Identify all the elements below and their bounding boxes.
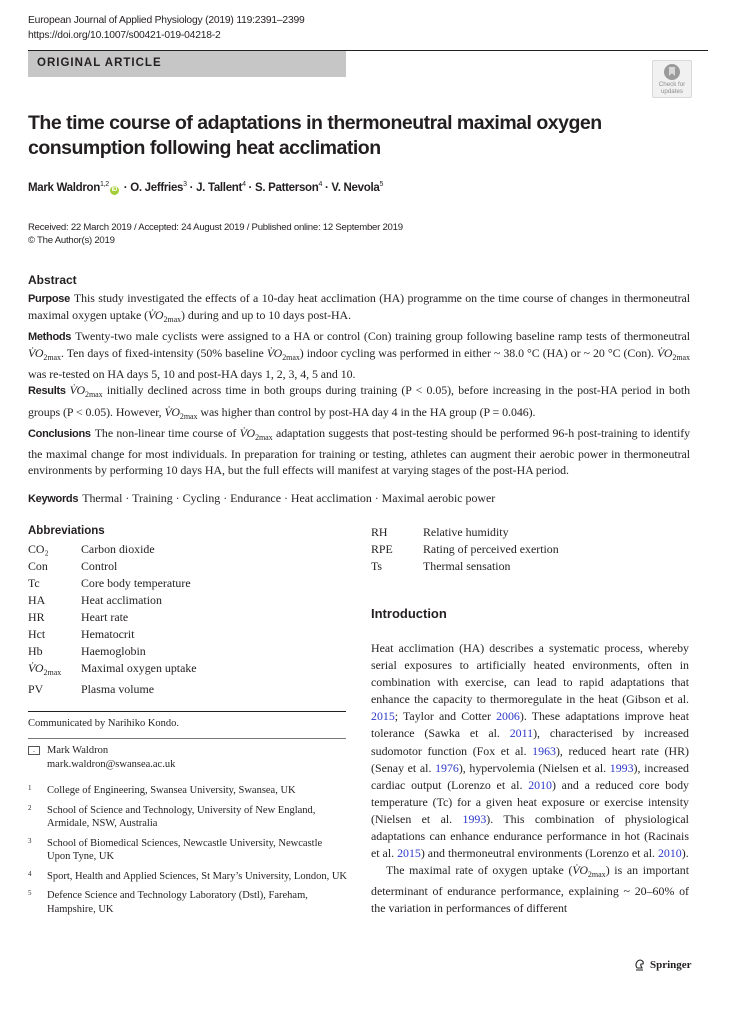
abstract-heading: Abstract	[28, 273, 77, 287]
abbreviation-row	[28, 681, 197, 698]
abbreviation-key	[28, 660, 81, 681]
dates-line: Received: 22 March 2019 / Accepted: 24 August 2019 / Published online: 12 September 2019	[28, 222, 403, 233]
abbreviation-value: Relative humidity	[423, 525, 509, 539]
corresponding-author	[47, 744, 175, 771]
abbreviation-row	[28, 575, 197, 592]
publisher-name: Springer	[650, 959, 692, 971]
orcid-icon[interactable]: iD	[111, 187, 118, 193]
abstract-purpose	[28, 290, 690, 328]
author-list	[28, 181, 383, 195]
abbreviation-row	[28, 660, 197, 681]
subscript: 2max	[255, 432, 273, 442]
abbreviations-list	[371, 524, 559, 575]
text: ) and a reduced core body temperature (Tc) for a given heat exposure or exercise intensity (Nielsen et al.	[371, 777, 690, 826]
journal-info: European Journal of Applied Physiology (2019) 119:2391–2399	[28, 15, 305, 26]
vo2max-symbol: V̇O	[28, 661, 44, 675]
text: ). These adaptations improve heat tolerance (Sawka et al.	[371, 709, 689, 741]
introduction-heading: Introduction	[371, 606, 447, 621]
text: ), increased cardiac output (Lorenzo et al.	[371, 760, 689, 792]
abbreviation-value: Plasma volume	[81, 682, 154, 696]
affiliation-item	[28, 784, 348, 798]
abbreviation-value: Thermal sensation	[423, 559, 511, 573]
abbreviation-value: Rating of perceived exertion	[423, 542, 559, 556]
subscript: 2max	[163, 315, 182, 325]
abbreviation-value: Heat acclimation	[81, 593, 162, 607]
citation-link[interactable]: 2006	[496, 709, 520, 724]
springer-horse-icon	[633, 958, 646, 972]
abbreviation-key: Ts	[371, 559, 383, 573]
abbreviation-row	[28, 643, 197, 660]
affiliation-number: 2	[28, 803, 32, 812]
text: ) and thermoneutral environments (Lorenzo et al.	[420, 846, 658, 861]
abstract-methods	[28, 328, 690, 382]
abbreviation-value: Haemoglobin	[81, 644, 146, 658]
text: Heat acclimation (HA) describes a systematic process, whereby serial exposures to artificially heated environments, often in combination with exercise, can lead to rapid adaptations that enhance the capacity to thermoregulate in the heat (Gibson et al.	[371, 641, 689, 707]
text: initially declined across time in both groups during training (P < 0.05), before increasing in the post-HA period in both groups (P < 0.05). However,	[28, 383, 690, 419]
abbreviation-value: Control	[81, 559, 118, 573]
abbreviation-key: HR	[28, 610, 45, 624]
subscript: 2max	[587, 870, 606, 880]
publication-dates	[28, 221, 403, 247]
citation-link[interactable]: 2011	[509, 726, 534, 741]
abbreviation-key: Con	[28, 559, 48, 573]
bookmark-icon	[664, 64, 680, 80]
affiliation-text: College of Engineering, Swansea University, Swansea, UK	[47, 785, 296, 796]
text: ), hypervolemia (Nielsen et al.	[458, 760, 610, 775]
article-title: The time course of adaptations in thermoneutral maximal oxygen consumption following heat acclimation	[28, 112, 602, 159]
abbreviations-list	[28, 541, 197, 698]
abbreviation-value: Core body temperature	[81, 576, 191, 590]
text: ; Taylor and Cotter	[394, 709, 497, 724]
abbreviation-key: RH	[371, 525, 388, 539]
communicated-by: Communicated by Narihiko Kondo.	[28, 718, 180, 729]
keywords-label: Keywords	[28, 493, 79, 505]
affiliation-marker: 4	[318, 181, 323, 188]
abbreviation-value: Maximal oxygen uptake	[81, 661, 197, 675]
affiliation-text: School of Biomedical Sciences, Newcastle University, Newcastle Upon Tyne, UK	[47, 837, 323, 862]
abbreviations-heading: Abbreviations	[28, 525, 105, 537]
separator: ·	[322, 182, 332, 194]
text: ) is an important determinant of endurance performance, explaining ~ 20–60% of the variation in performances of different	[371, 863, 689, 916]
author-name[interactable]: O. Jeffries	[130, 182, 184, 194]
article-type-banner	[28, 51, 346, 77]
abstract-conclusions	[28, 425, 690, 478]
abbreviation-row	[371, 558, 559, 575]
author-name[interactable]: S. Patterson	[254, 182, 319, 194]
abbreviation-key: RPE	[371, 542, 393, 556]
contact-email[interactable]: mark.waldron@swansea.ac.uk	[47, 758, 176, 770]
text: ) during and up to 10 days post-HA.	[181, 308, 352, 323]
separator: ·	[120, 182, 131, 194]
subscript: 2max	[282, 353, 300, 363]
intro-paragraph	[371, 640, 689, 862]
text: was re-tested on HA days 5, 10 and post-HA days 1, 2, 3, 4, 5 and 10.	[28, 367, 356, 382]
subscript: 2max	[179, 411, 198, 421]
vo2max-symbol: $V̇O_{2max}$	[164, 404, 198, 421]
abbreviation-row	[28, 592, 197, 609]
text: ). This combination of physiological adaptations can enhance endurance performance in hot (Racinais et al.	[371, 811, 689, 861]
text: adaptation suggests that post-testing should be performed 96-h post-training to identify the maximal change for most individuals. In preparation for training or testing, athletes can augment their aerobic power in thermoneutral environments by performing 10 days HA, but the full effects will manifest at varying stages of the post-HA period.	[28, 425, 690, 477]
affiliation-marker: 5	[379, 181, 384, 188]
text: The non-linear time course of	[94, 425, 240, 440]
abbreviation-row	[28, 558, 197, 575]
footnote-rule	[28, 711, 346, 712]
check-updates-text: Check for	[658, 81, 686, 88]
subscript: 2max	[43, 353, 61, 363]
vo2max-symbol: $V̇O_{2max}$	[239, 425, 273, 442]
abbreviation-key: Tc	[28, 576, 40, 590]
affiliation-text: School of Science and Technology, University of New England, Armidale, NSW, Australia	[47, 804, 316, 829]
author-name[interactable]: J. Tallent	[196, 182, 243, 194]
text: This study investigated the effects of a 10-day heat acclimation (HA) programme on the time course of changes in thermoneutral maximal oxygen uptake (	[28, 291, 690, 323]
affiliation-marker: 1,2	[100, 181, 109, 188]
separator: ·	[245, 182, 255, 194]
text: ), reduced heart rate (HR) (Senay et al.	[371, 743, 689, 775]
publisher-logo	[633, 958, 692, 972]
copyright: © The Author(s) 2019	[28, 235, 115, 246]
conclusions-label: Conclusions	[28, 427, 91, 440]
affiliation-number: 4	[28, 869, 32, 878]
citation-link[interactable]: 1976	[435, 760, 459, 775]
citation-link[interactable]: 1993	[462, 811, 487, 826]
journal-citation	[28, 13, 305, 43]
affiliation-text: Defence Science and Technology Laboratory (Dstl), Fareham, Hampshire, UK	[47, 890, 308, 915]
affiliation-item	[28, 804, 348, 831]
citation-link[interactable]: 2015	[371, 709, 395, 724]
abbreviation-row	[28, 626, 197, 643]
abbreviation-row	[28, 541, 197, 558]
affiliation-item	[28, 870, 348, 884]
methods-label: Methods	[28, 331, 72, 344]
abbreviation-row	[371, 524, 559, 541]
vo2max-symbol: $V̇O_{2max}$	[572, 863, 606, 880]
keywords-text: Thermal · Training · Cycling · Endurance · Heat acclimation · Maximal aerobic power	[82, 491, 496, 505]
affiliation-number: 1	[28, 784, 32, 792]
abbreviation-key: HA	[28, 593, 46, 607]
author-name[interactable]: V. Nevola	[331, 182, 380, 194]
abbreviation-key: Hb	[28, 644, 43, 658]
introduction-body	[371, 640, 689, 918]
footnote-rule	[28, 738, 346, 739]
abbreviation-value: Hematocrit	[81, 627, 135, 641]
abbreviation-key: CO₂	[28, 542, 49, 556]
vo2max-symbol: $V̇O_{2max}$	[266, 346, 300, 363]
citation-link[interactable]: 2015	[397, 846, 421, 861]
author-name[interactable]: Mark Waldron	[28, 182, 101, 194]
abbreviation-key: PV	[28, 682, 44, 696]
text: The maximal rate of oxygen uptake (	[386, 863, 573, 878]
vo2max-symbol: $V̇O_{2max}$	[657, 346, 690, 363]
text: . Ten days of fixed-intensity (50% baseline	[60, 346, 267, 361]
text: was higher than control by post-HA day 4 in the HA group (P = 0.046).	[197, 404, 536, 419]
abbreviation-value: Carbon dioxide	[81, 542, 155, 556]
abbreviation-value: Heart rate	[81, 610, 129, 624]
separator: ·	[186, 182, 197, 194]
abstract-body	[28, 290, 690, 478]
check-updates-text: updates	[660, 88, 684, 95]
results-label: Results	[28, 385, 66, 398]
check-for-updates-button[interactable]	[652, 60, 692, 98]
affiliation-marker: 3	[183, 181, 187, 188]
citation-link[interactable]: 2010	[657, 846, 682, 861]
subscript: 2max	[85, 390, 103, 400]
vo2max-symbol: $V̇O_{2max}$	[69, 383, 103, 400]
affiliation-number: 5	[28, 889, 32, 897]
subscript: 2max	[43, 668, 62, 677]
keywords	[28, 491, 495, 506]
subscript: 2max	[672, 353, 690, 363]
citation-link[interactable]: 1993	[609, 760, 634, 775]
vo2max-symbol: $V̇O_{2max}$	[148, 308, 182, 325]
doi-link[interactable]: https://doi.org/10.1007/s00421-019-04218-2	[28, 30, 221, 41]
text: Twenty-two male cyclists were assigned to a HA or control (Con) training group following baseline ramp tests of thermoneutral	[75, 329, 690, 344]
contact-name: Mark Waldron	[47, 745, 109, 756]
purpose-label: Purpose	[28, 293, 70, 305]
affiliation-item	[28, 889, 348, 916]
affiliations	[28, 784, 348, 922]
affiliation-number: 3	[28, 836, 32, 845]
intro-paragraph	[371, 862, 689, 917]
text: ).	[681, 846, 689, 861]
text: ), characterised by increased sudomotor function (Fox et al.	[371, 726, 689, 758]
text: ) indoor cycling was performed in either ~ 38.0 °C (HA) or ~ 20 °C (Con).	[299, 346, 658, 361]
affiliation-text: Sport, Health and Applied Sciences, St Mary’s University, London, UK	[47, 870, 347, 882]
vo2max-symbol: $V̇O_{2max}$	[28, 346, 61, 363]
abstract-results	[28, 382, 690, 424]
citation-link[interactable]: 1963	[532, 743, 556, 758]
abbreviation-row	[28, 609, 197, 626]
affiliation-marker: 4	[242, 181, 246, 188]
article-type-label: ORIGINAL ARTICLE	[37, 57, 162, 69]
envelope-icon	[28, 746, 40, 755]
abbreviation-row	[371, 541, 559, 558]
citation-link[interactable]: 2010	[528, 777, 552, 792]
abbreviation-key: Hct	[28, 627, 46, 641]
affiliation-item	[28, 837, 348, 864]
